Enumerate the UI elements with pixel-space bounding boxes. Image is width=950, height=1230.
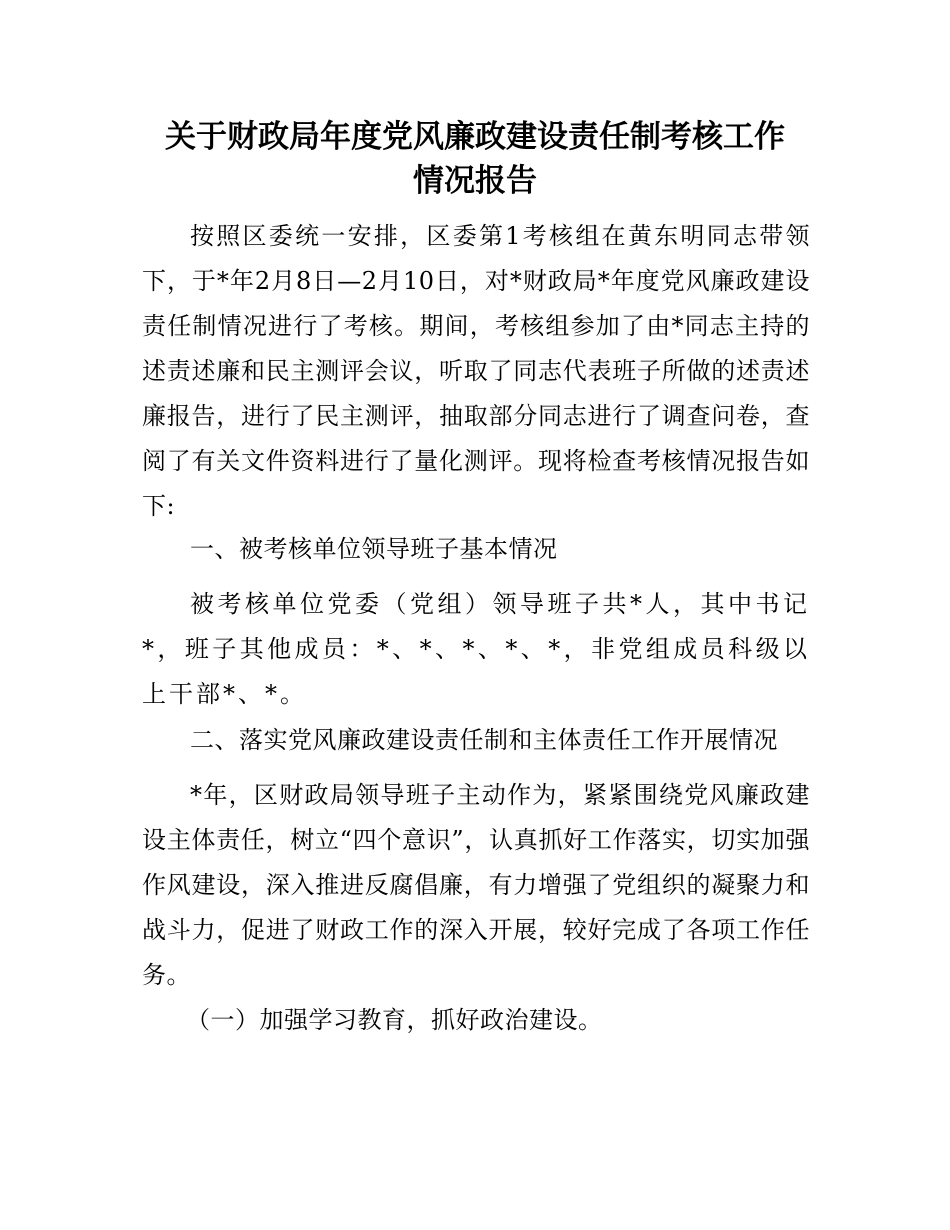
subsection-heading-1: （一）加强学习教育，抓好政治建设。 [186, 1006, 603, 1034]
section-heading-2: 二、落实党风廉政建设责任制和主体责任工作开展情况 [190, 726, 778, 754]
document-title-line-2: 情况报告 [413, 163, 537, 199]
leadership-paragraph: 被考核单位党委（党组）领导班子共*人，其中书记*，班子其他成员：*、*、*、*、*，非党组成员科级以上干部*、*。 [142, 590, 810, 708]
intro-paragraph: 按照区委统一安排，区委第1考核组在黄东明同志带领下，于*年2月8日—2月10日，对*财政局*年度党风廉政建设责任制情况进行了考核。期间，考核组参加了由*同志主持的述责述廉和民主测评会议，听取了同志代表班子所做的述责述廉报告，进行了民主测评，抽取部分同志进行了调查问卷，查阅了有关文件资料进行了量化测评。现将检查考核情况报告如下: [142, 222, 810, 520]
section-heading-1: 一、被考核单位领导班子基本情况 [190, 535, 558, 563]
work-summary-paragraph: *年，区财政局领导班子主动作为，紧紧围绕党风廉政建设主体责任，树立“四个意识”，认真抓好工作落实，切实加强作风建设，深入推进反腐倡廉，有力增强了党组织的凝聚力和战斗力，促进了财政工作的深入开展，较好完成了各项工作任务。 [142, 781, 810, 989]
document-title-line-1: 关于财政局年度党风廉政建设责任制考核工作 [165, 119, 785, 155]
